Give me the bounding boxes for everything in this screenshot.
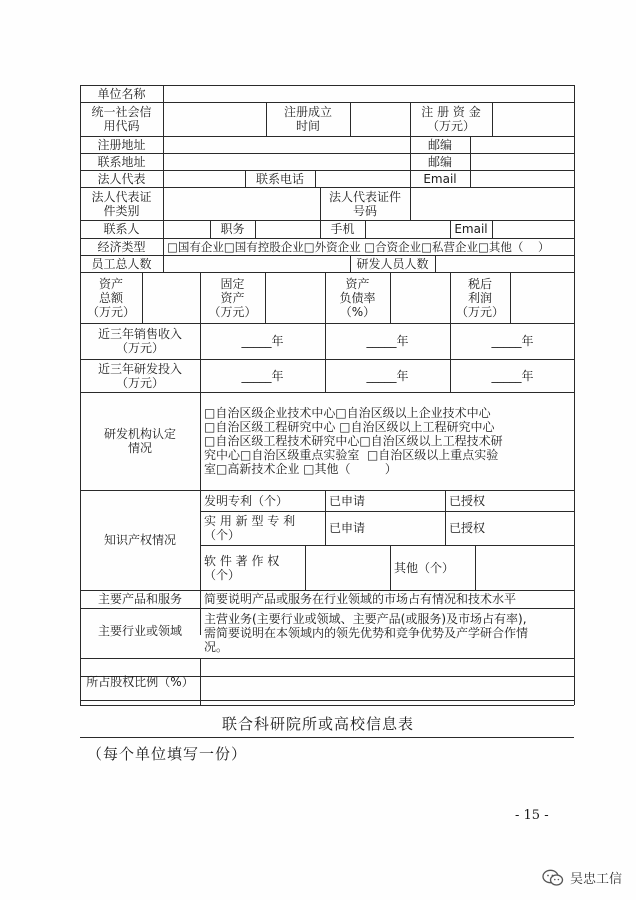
economy-type-options: □国有企业□国有控股企业□外资企业 □合资企业□私营企业□其他（ ） xyxy=(167,239,550,254)
position-label: 职务 xyxy=(220,222,245,236)
legal-rep-label: 法人代表 xyxy=(97,171,146,186)
reg-date-label: 注册成立 时间 xyxy=(283,105,332,133)
net-profit-label: 税后 利润 （万元） xyxy=(455,276,504,319)
email-label-1: Email xyxy=(423,171,457,186)
total-staff-label: 员工总人数 xyxy=(91,256,152,271)
postcode-label-1: 邮编 xyxy=(427,137,452,152)
section-subtitle: （每个单位填写一份） xyxy=(87,745,248,763)
ip-label: 知识产权情况 xyxy=(103,533,176,547)
watermark-text: 吴忠工信 xyxy=(569,872,622,887)
contact-address-label: 联系地址 xyxy=(97,154,146,169)
software-label: 软 件 著 作 权 （个） xyxy=(204,553,280,582)
sales-year-blank-1: _____年 xyxy=(241,334,284,348)
credit-code-label: 统一社会信 用代码 xyxy=(91,105,152,133)
unit-name-label: 单位名称 xyxy=(97,86,146,101)
rd-staff-label: 研发人员人数 xyxy=(356,256,429,271)
rd-year-blank-2: _____年 xyxy=(366,368,409,383)
watermark xyxy=(542,868,622,887)
rd-org-options: □自治区级企业技术中心□自治区级以上企业技术中心 □自治区级工程研究中心 □自治区级以上工程研究中心 □自治区级工程技术研究中心□自治区级以上工程技术研 究中心□自治区级重点实验室 □自治区级以上重点实验 室□高新技术企业 □其他（ ） xyxy=(204,406,503,476)
reg-capital-label: 注 册 资 金 （万元） xyxy=(421,105,481,133)
other-ip-label: 其他（个） xyxy=(394,560,455,575)
industry-label: 主要行业或领域 xyxy=(97,623,182,638)
section-title: 联合科研院所或高校信息表 xyxy=(221,715,414,733)
contact-phone-label: 联系电话 xyxy=(255,171,304,186)
mobile-label: 手机 xyxy=(330,222,355,236)
rd-year-blank-1: _____年 xyxy=(241,368,284,383)
equity-label: 所占股权比例（%） xyxy=(86,674,194,689)
total-assets-label: 资产 总额 （万元） xyxy=(86,276,135,319)
debt-ratio-label: 资产 负债率 （%） xyxy=(339,276,376,319)
applied-label-2: 已申请 xyxy=(329,521,366,535)
utility-label: 实 用 新 型 专 利 （个） xyxy=(204,514,296,542)
rd-org-label: 研发机构认定 情况 xyxy=(103,427,176,455)
invention-label: 发明专利（个） xyxy=(204,493,289,508)
sales-year-blank-3: _____年 xyxy=(491,334,534,348)
page-number: - 15 - xyxy=(515,808,549,823)
postcode-label-2: 邮编 xyxy=(427,154,452,169)
rd-year-blank-3: _____年 xyxy=(491,368,534,383)
sales-year-blank-2: _____年 xyxy=(366,334,409,348)
email-label-2: Email xyxy=(454,222,488,236)
wechat-icon xyxy=(542,869,564,887)
granted-label-1: 已授权 xyxy=(449,493,486,508)
rd-investment-label: 近三年研发投入 （万元） xyxy=(97,361,182,390)
contact-person-label: 联系人 xyxy=(103,222,140,236)
products-desc: 简要说明产品或服务在行业领域的市场占有情况和技术水平 xyxy=(204,592,517,606)
industry-desc: 主营业务(主要行业或领域、主要产品(或服务)及市场占有率), 需简要说明在本领域内的领先优势和竞争优势及产学研合作情 况。 xyxy=(204,612,529,654)
applied-label-1: 已申请 xyxy=(329,493,366,508)
legal-id-no-label: 法人代表证件 号码 xyxy=(328,189,401,218)
legal-id-type-label: 法人代表证 件类别 xyxy=(91,189,152,218)
granted-label-2: 已授权 xyxy=(449,521,486,535)
reg-address-label: 注册地址 xyxy=(97,137,146,152)
sales-revenue-label: 近三年销售收入 （万元） xyxy=(97,327,182,355)
economy-type-label: 经济类型 xyxy=(97,239,146,254)
fixed-assets-label: 固定 资产 （万元） xyxy=(208,276,257,319)
products-label: 主要产品和服务 xyxy=(97,592,182,606)
